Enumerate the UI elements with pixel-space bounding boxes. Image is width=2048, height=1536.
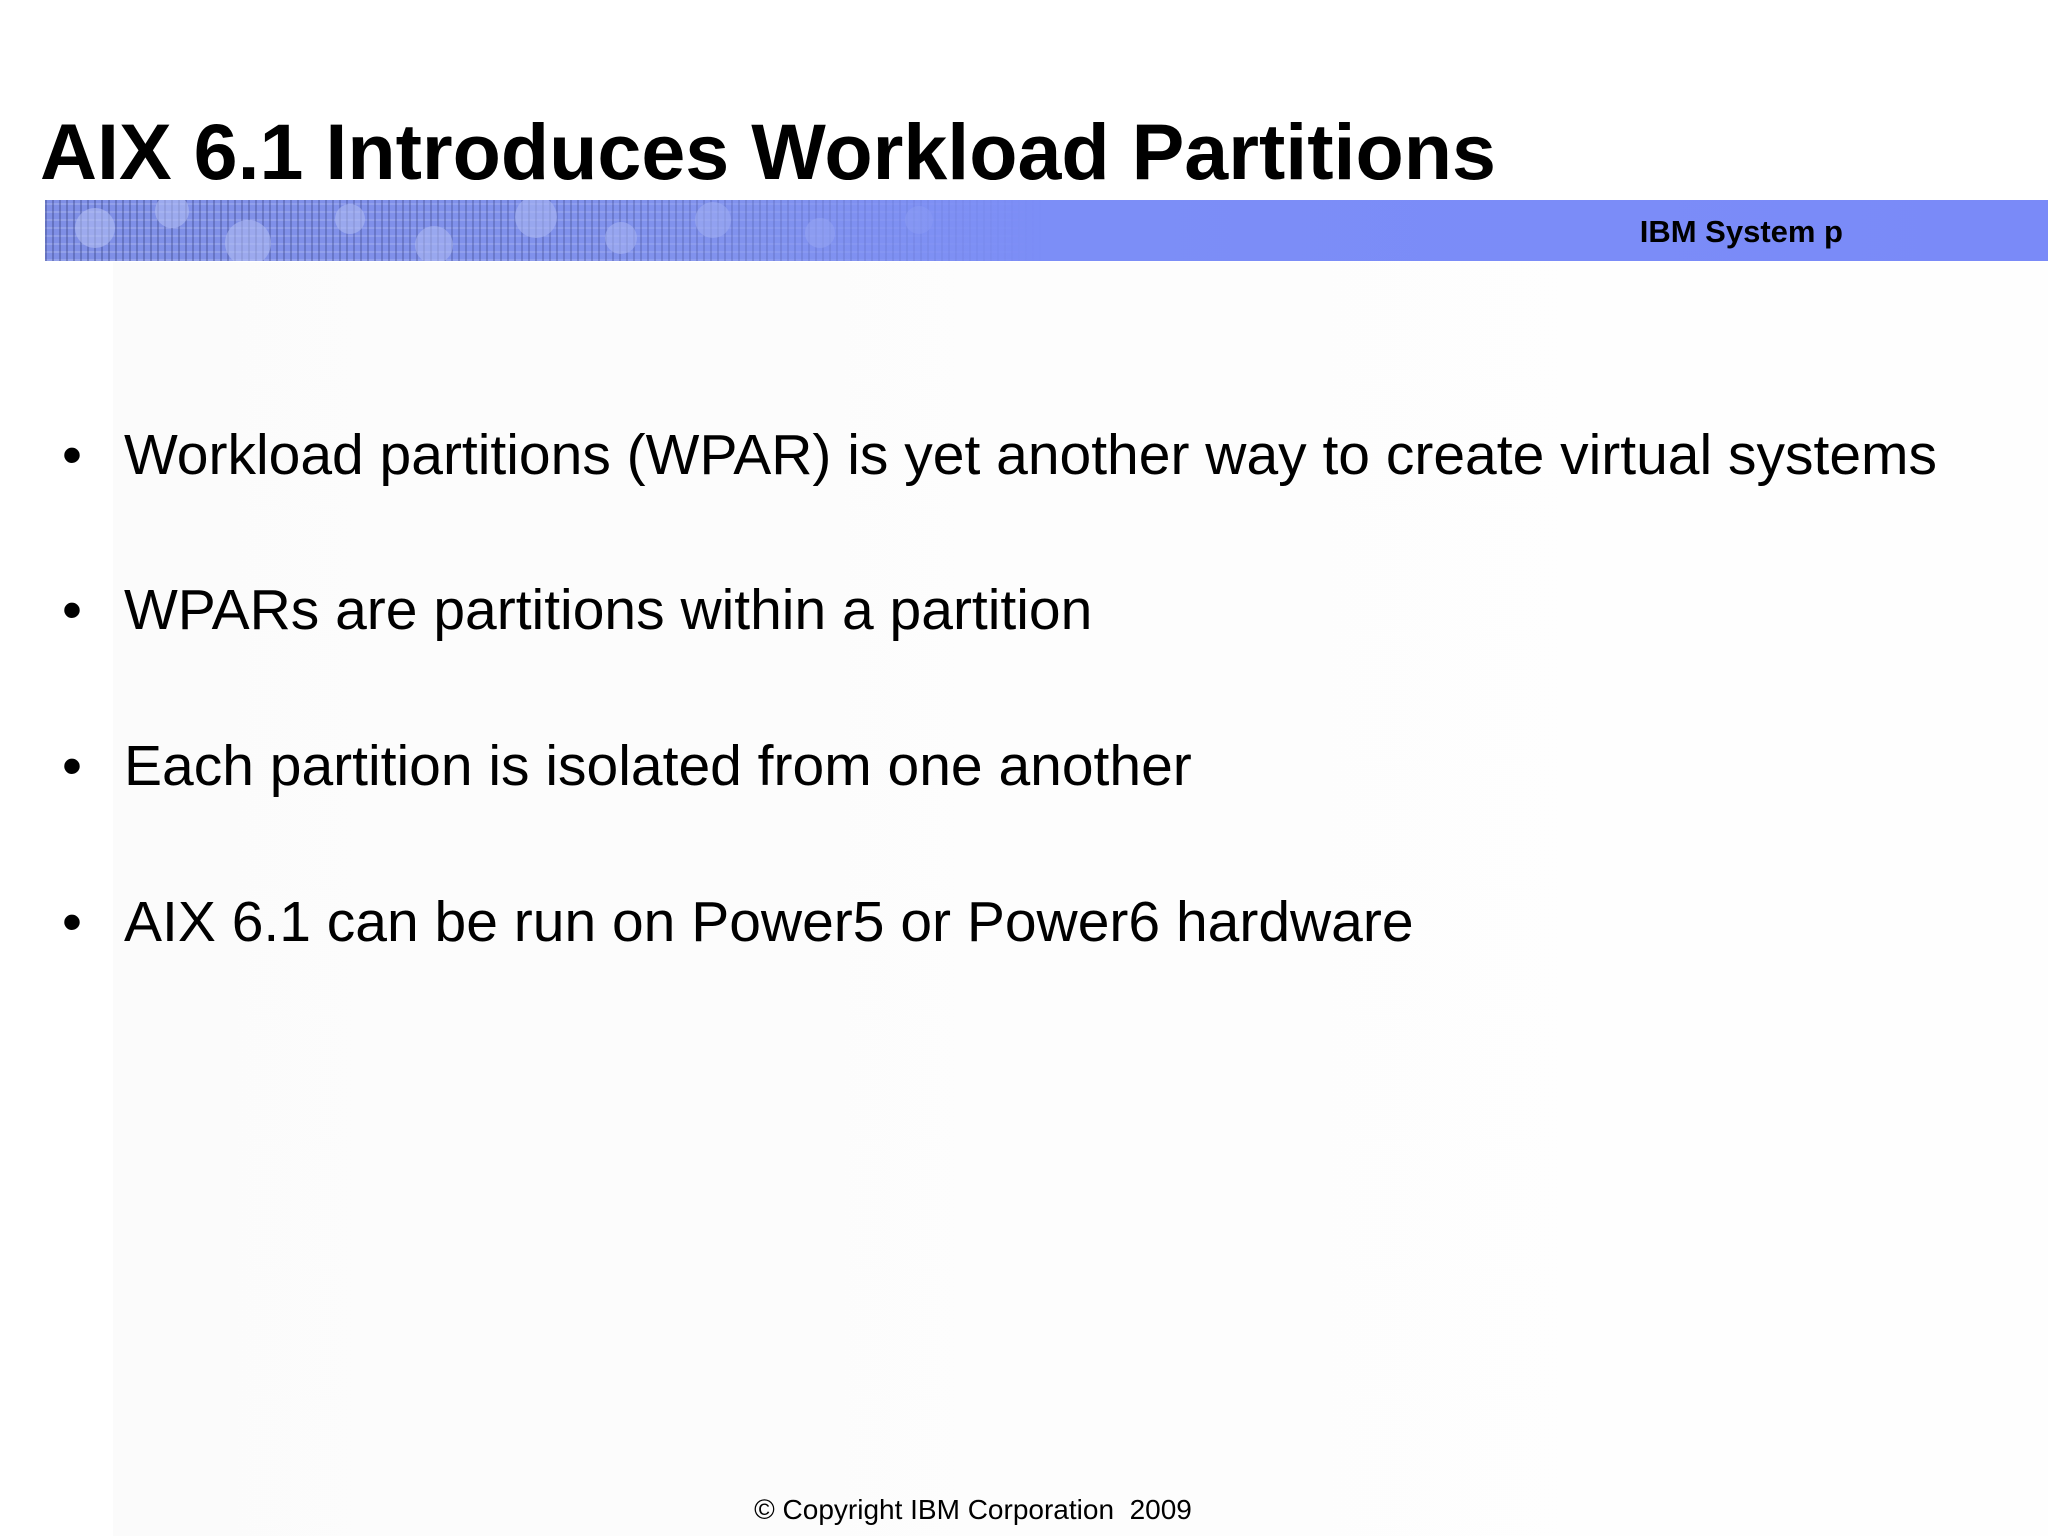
copyright-footer: © Copyright IBM Corporation 2009: [754, 1494, 1192, 1525]
bullet-item: [62, 580, 1962, 640]
brand-label: IBM System p: [1639, 214, 1843, 249]
bullet-text: Workload partitions (WPAR) is yet another way to create virtual systems: [124, 423, 1938, 487]
slide-title: AIX 6.1 Introduces Workload Partitions: [40, 107, 1496, 196]
bullet-text: AIX 6.1 can be run on Power5 or Power6 hardware: [124, 890, 1414, 954]
header-banner: [45, 200, 2048, 261]
bullet-marker: •: [62, 578, 82, 642]
bullet-item: [62, 425, 1962, 485]
bullet-marker: •: [62, 423, 82, 487]
banner-texture-image: [45, 200, 1045, 261]
bullet-marker: •: [62, 734, 82, 798]
bullet-marker: •: [62, 890, 82, 954]
bullet-item: [62, 736, 1962, 796]
bullet-item: [62, 892, 1962, 952]
bullet-text: Each partition is isolated from one another: [124, 734, 1192, 798]
bullet-text: WPARs are partitions within a partition: [124, 578, 1093, 642]
bullet-list: [62, 425, 1962, 1048]
